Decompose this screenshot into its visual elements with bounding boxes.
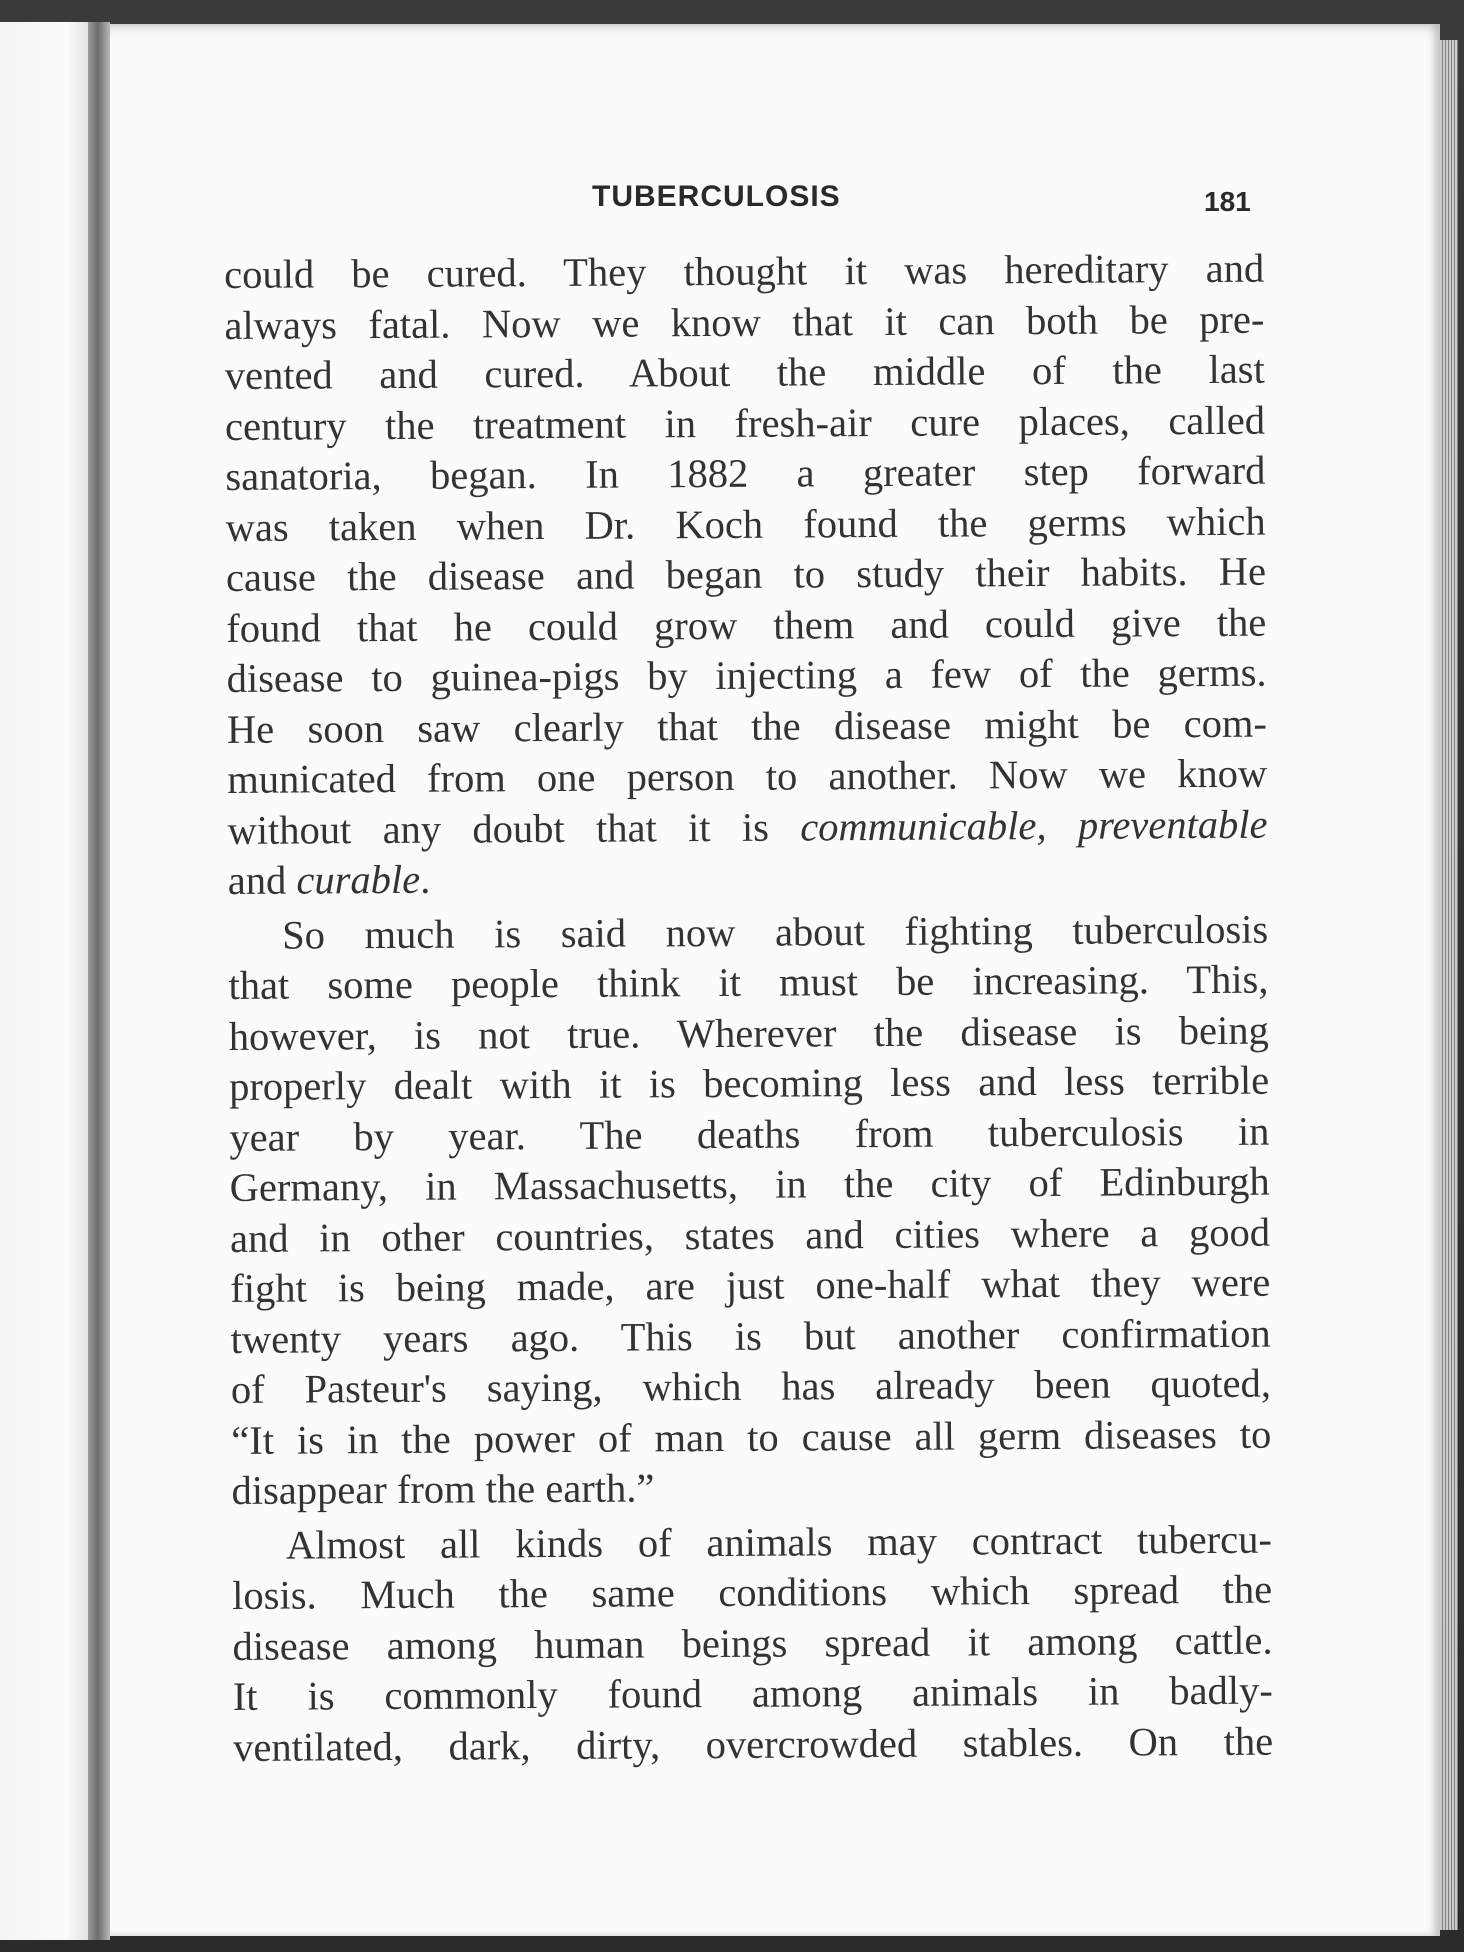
paragraph-1 [224, 244, 1268, 907]
text-line: year by year. The deaths from tuberculosis in [229, 1108, 1270, 1160]
text-line: always fatal. Now we know that it can both be pre- [224, 296, 1265, 348]
text-line: vented and cured. About the middle of the last [224, 346, 1265, 398]
text-line-italic-terms [227, 799, 1267, 856]
text-line: municated from one person to another. Now we know [227, 750, 1268, 802]
text-line: could be cured. They thought it was hereditary and [224, 245, 1265, 297]
text-line: disease among human beings spread it among cattle. [232, 1617, 1273, 1669]
body-text [224, 244, 1273, 1773]
text-line: and in other countries, states and cities where a good [229, 1209, 1271, 1261]
text-line: found that he could grow them and could give the [226, 599, 1267, 651]
text-line: was taken when Dr. Koch found the germs which [225, 498, 1266, 550]
text-line: cause the disease and began to study their habits. He [225, 548, 1267, 600]
text-line: Germany, in Massachusetts, in the city of Edinburgh [229, 1158, 1270, 1210]
italic-terms: communicable, preventable [800, 801, 1268, 849]
text-line: however, is not true. Wherever the disease is being [228, 1007, 1269, 1059]
text-line-last: disappear from the earth.” [231, 1465, 655, 1513]
book-page [104, 24, 1440, 1936]
text-line: losis. Much the same conditions which spread the [232, 1566, 1273, 1618]
text-line: Almost all kinds of animals may contract tubercu- [285, 1516, 1273, 1568]
text-line: He soon saw clearly that the disease might be com- [226, 700, 1268, 752]
page-number: 181 [1204, 186, 1251, 217]
book-gutter [88, 22, 110, 1940]
text-line: properly dealt with it is becoming less and less terrible [228, 1057, 1270, 1109]
paragraph-2 [228, 904, 1272, 1516]
text-line: fight is being made, are just one-half what they were [230, 1259, 1271, 1311]
italic-term: curable [296, 856, 421, 903]
running-head: TUBERCULOSIS [592, 180, 841, 213]
text-line: It is commonly found among animals in badly- [232, 1667, 1273, 1719]
previous-page-edge [0, 22, 96, 1940]
line-text: and [227, 857, 297, 903]
text-line: century the treatment in fresh-air cure places, called [224, 397, 1266, 449]
paragraph-3 [232, 1514, 1274, 1773]
line-text: . [420, 856, 431, 902]
text-line-last [228, 850, 1268, 907]
text-line: “It is in the power of man to cause all germ diseases to [231, 1411, 1272, 1463]
text-line: disease to guinea-pigs by injecting a few of the germs. [226, 649, 1267, 701]
page-header [104, 174, 1440, 224]
text-line: So much is said now about fighting tuberculosis [282, 906, 1269, 958]
text-line: of Pasteur's saying, which has already been quoted, [230, 1360, 1272, 1412]
text-line: ventilated, dark, dirty, overcrowded stables. On the [233, 1718, 1274, 1770]
text-line: that some people think it must be increasing. This, [228, 956, 1269, 1008]
text-line: twenty years ago. This is but another confirmation [230, 1310, 1271, 1362]
text-line: sanatoria, began. In 1882 a greater step forward [225, 447, 1266, 499]
line-text: without any doubt that it is [227, 803, 801, 853]
